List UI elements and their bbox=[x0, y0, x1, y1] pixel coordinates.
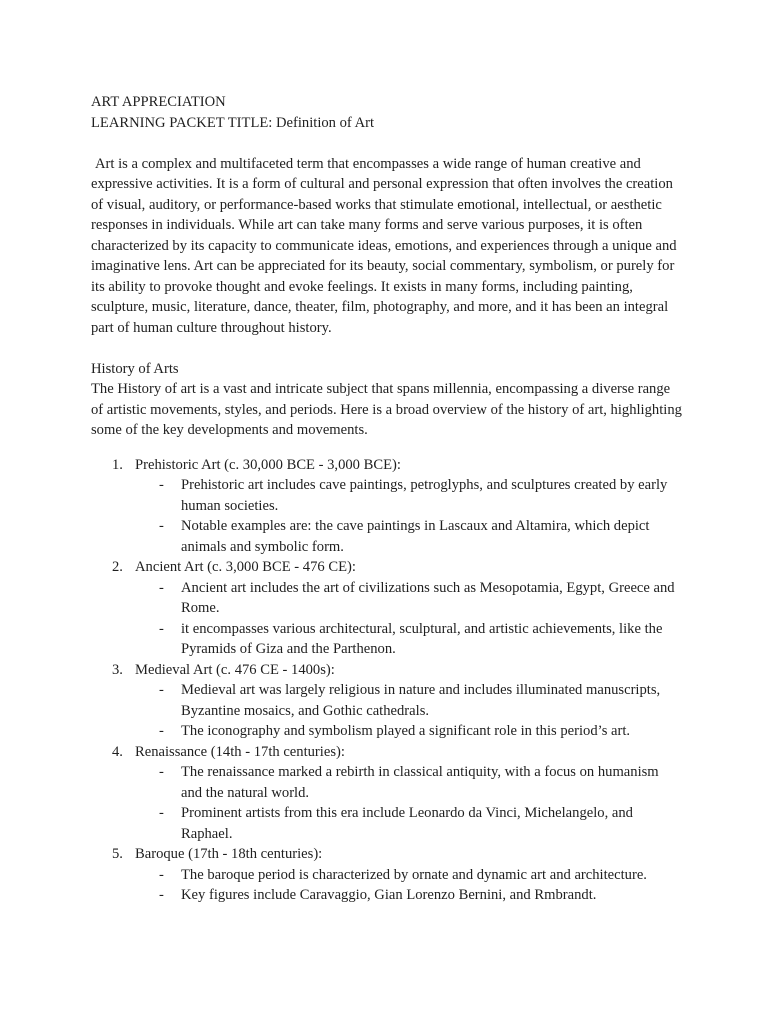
periods-list bbox=[91, 455, 683, 906]
dash-bullet: - bbox=[159, 723, 164, 739]
dash-bullet: - bbox=[159, 866, 164, 883]
point-item bbox=[91, 619, 683, 660]
period-title: Baroque (17th - 18th centuries): bbox=[135, 846, 323, 862]
point-item bbox=[91, 885, 683, 906]
spacer bbox=[91, 133, 683, 154]
dash-bullet: - bbox=[159, 477, 164, 493]
period-title: Medieval Art (c. 476 CE - 1400s): bbox=[135, 661, 335, 678]
dash-bullet: - bbox=[159, 518, 164, 534]
period-points bbox=[91, 865, 683, 906]
point-item bbox=[91, 578, 683, 619]
period-points bbox=[91, 578, 683, 660]
packet-title: LEARNING PACKET TITLE: Definition of Art bbox=[91, 114, 375, 131]
spacer bbox=[91, 338, 683, 359]
period-number: 5. bbox=[112, 846, 123, 862]
period-title: Prehistoric Art (c. 30,000 BCE - 3,000 BCE): bbox=[135, 456, 401, 473]
point-text: The iconography and symbolism played a significant role in this period’s art. bbox=[181, 723, 631, 739]
point-text: Medieval art was largely religious in nature and includes illuminated manuscripts, Byzantine mosaics, and Gothic cathedrals. bbox=[181, 682, 661, 719]
period-item bbox=[91, 844, 683, 906]
period-number: 2. bbox=[112, 559, 123, 575]
point-text: Key figures include Caravaggio, Gian Lorenzo Bernini, and Rmbrandt. bbox=[181, 887, 597, 903]
point-item bbox=[91, 680, 683, 721]
dash-bullet: - bbox=[159, 682, 164, 698]
period-title: Ancient Art (c. 3,000 BCE - 476 CE): bbox=[135, 559, 356, 575]
dash-bullet: - bbox=[159, 620, 164, 637]
dash-bullet: - bbox=[159, 805, 164, 821]
point-text: Prominent artists from this era include Leonardo da Vinci, Michelangelo, and Raphael. bbox=[181, 805, 633, 842]
period-points bbox=[91, 762, 683, 844]
point-text: Prehistoric art includes cave paintings, petroglyphs, and sculptures created by early human societies. bbox=[181, 477, 668, 514]
point-text: The baroque period is characterized by ornate and dynamic art and architecture. bbox=[181, 866, 647, 883]
period-item bbox=[91, 557, 683, 660]
period-number: 3. bbox=[112, 661, 123, 678]
point-text: Ancient art includes the art of civilizations such as Mesopotamia, Egypt, Greece and Rome. bbox=[181, 579, 675, 616]
course-title: ART APPRECIATION bbox=[91, 94, 226, 110]
document-page bbox=[91, 92, 683, 906]
period-title: Renaissance (14th - 17th centuries): bbox=[135, 743, 345, 760]
point-text: Notable examples are: the cave paintings in Lascaux and Altamira, which depict animals and symbolic form. bbox=[181, 518, 650, 555]
point-item bbox=[91, 865, 683, 886]
point-item bbox=[91, 721, 683, 742]
period-item bbox=[91, 660, 683, 742]
period-points bbox=[91, 680, 683, 742]
period-number: 1. bbox=[112, 456, 123, 473]
period-item bbox=[91, 742, 683, 845]
period-number: 4. bbox=[112, 743, 123, 760]
point-item bbox=[91, 803, 683, 844]
history-intro-paragraph: The History of art is a vast and intricate subject that spans millennia, encompassing a diverse range of artistic movements, styles, and periods. Here is a broad overview of the history of art, highlighting some of the key developments and movements. bbox=[91, 381, 682, 438]
dash-bullet: - bbox=[159, 579, 164, 596]
period-item bbox=[91, 455, 683, 558]
point-item bbox=[91, 475, 683, 516]
history-heading: History of Arts bbox=[91, 360, 179, 377]
point-text: it encompasses various architectural, sculptural, and artistic achievements, like the Pyramids of Giza and the Parthenon. bbox=[181, 620, 663, 657]
point-item bbox=[91, 516, 683, 557]
point-text: The renaissance marked a rebirth in classical antiquity, with a focus on humanism and the natural world. bbox=[181, 764, 659, 801]
dash-bullet: - bbox=[159, 764, 164, 780]
period-points bbox=[91, 475, 683, 557]
intro-paragraph: Art is a complex and multifaceted term that encompasses a wide range of human creative and expressive activities. It is a form of cultural and personal expression that often involves the creation of visual, auditory, or performance-based works that stimulate emotional, intellectual, or aesthetic responses in individuals. While art can take many forms and serve various purposes, it is often characterized by its capacity to communicate ideas, emotions, and experiences through a unique and imaginative lens. Art can be appreciated for its beauty, social commentary, symbolism, or purely for its ability to provoke thought and evoke feelings. It exists in many forms, including painting, sculpture, music, literature, dance, theater, film, photography, and more, and it has been an integral part of human culture throughout history. bbox=[91, 155, 677, 336]
dash-bullet: - bbox=[159, 887, 164, 903]
point-item bbox=[91, 762, 683, 803]
